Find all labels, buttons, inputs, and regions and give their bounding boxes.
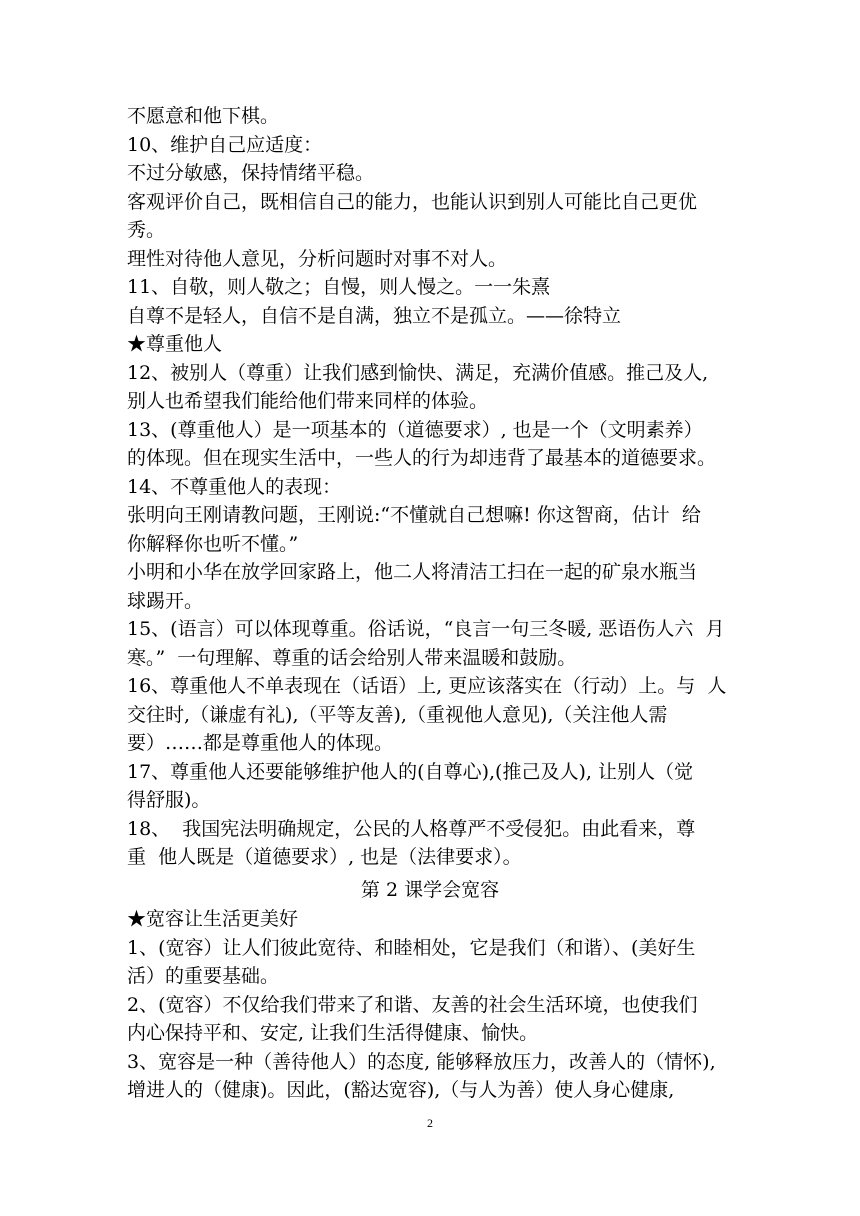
text-line: 13、(尊重他人）是一项基本的（道德要求）, 也是一个（文明素养） — [127, 418, 703, 441]
text-line: 增进人的（健康)。因此，(豁达宽容),（与人为善）使人身心健康, — [127, 1079, 675, 1101]
text-line: 14、不尊重他人的表现： — [127, 475, 342, 498]
text-line: 内心保持平和、安定, 让我们生活得健康、愉快。 — [127, 1022, 539, 1044]
page-number: 2 — [427, 1116, 433, 1130]
text-line: 交往时,（谦虚有礼),（平等友善),（重视他人意见),（关注他人需 — [127, 703, 668, 726]
text-line: 不愿意和他下棋。 — [127, 105, 280, 127]
text-line: 要）……都是尊重他人的体现。 — [127, 732, 394, 754]
text-line: 寒。” 一句理解、尊重的话会给别人带来温暖和鼓励。 — [127, 646, 577, 669]
text-line: 得舒服)。 — [127, 789, 211, 811]
text-line: 理性对待他人意见，分析问题时对事不对人。 — [127, 247, 508, 270]
text-line: 2、(宽容）不仅给我们带来了和谐、友善的社会生活环境，也使我们 — [127, 993, 698, 1016]
text-line: 1、(宽容）让人们彼此宽待、和睦相处，它是我们（和谐）、(美好生 — [127, 936, 696, 959]
section-title: 第 2 课学会宽容 — [360, 879, 500, 901]
text-line: 球踢开。 — [127, 589, 204, 612]
text-line: 18、 我国宪法明确规定，公民的人格尊严不受侵犯。由此看来，尊 — [127, 817, 696, 840]
subheading: ★尊重他人 — [127, 333, 223, 355]
text-line: 12、被别人（尊重）让我们感到愉快、满足，充满价值感。推己及人, — [127, 361, 709, 384]
text-line: 10、维护自己应适度： — [127, 133, 323, 156]
text-line: 16、尊重他人不单表现在（话语）上, 更应该落实在（行动）上。与 人 — [127, 675, 727, 697]
text-line: 重 他人既是（道德要求）, 也是（法律要求）。 — [127, 846, 522, 868]
text-line: 客观评价自己，既相信自己的能力，也能认识到别人可能比自己更优 — [127, 190, 698, 213]
text-line: 不过分敏感，保持情绪平稳。 — [127, 162, 375, 184]
text-line: 15、(语言）可以体现尊重。俗话说，“良言一句三冬暖, 恶语伤人六 月 — [127, 618, 725, 640]
body-text-lower — [127, 905, 747, 1105]
text-line: 秀。 — [127, 219, 166, 241]
text-line: 小明和小华在放学回家路上，他二人将清洁工扫在一起的矿泉水瓶当 — [127, 561, 698, 583]
text-line: 你解释你也听不懂。” — [127, 532, 299, 555]
text-line: 张明向王刚请教问题，王刚说:“不懂就自己想嘛! 你这智商，估计 给 — [127, 504, 701, 526]
body-text-upper — [127, 102, 747, 872]
text-line: 活）的重要基础。 — [127, 965, 280, 987]
text-line: 自尊不是轻人，自信不是自满，独立不是孤立。——徐特立 — [127, 304, 622, 327]
text-line: 的体现。但在现实生活中，一些人的行为却违背了最基本的道德要求。 — [127, 447, 717, 469]
text-line: 17、尊重他人还要能够维护他人的(自尊心),(推己及人), 让别人（觉 — [127, 760, 693, 783]
subheading: ★宽容让生活更美好 — [127, 908, 299, 930]
text-line: 11、自敬，则人敬之；自慢，则人慢之。一一朱熹 — [127, 276, 551, 298]
text-line: 别人也希望我们能给他们带来同样的体验。 — [127, 390, 489, 412]
text-line: 3、宽容是一种（善待他人）的态度, 能够释放压力，改善人的（情怀), — [127, 1050, 716, 1073]
